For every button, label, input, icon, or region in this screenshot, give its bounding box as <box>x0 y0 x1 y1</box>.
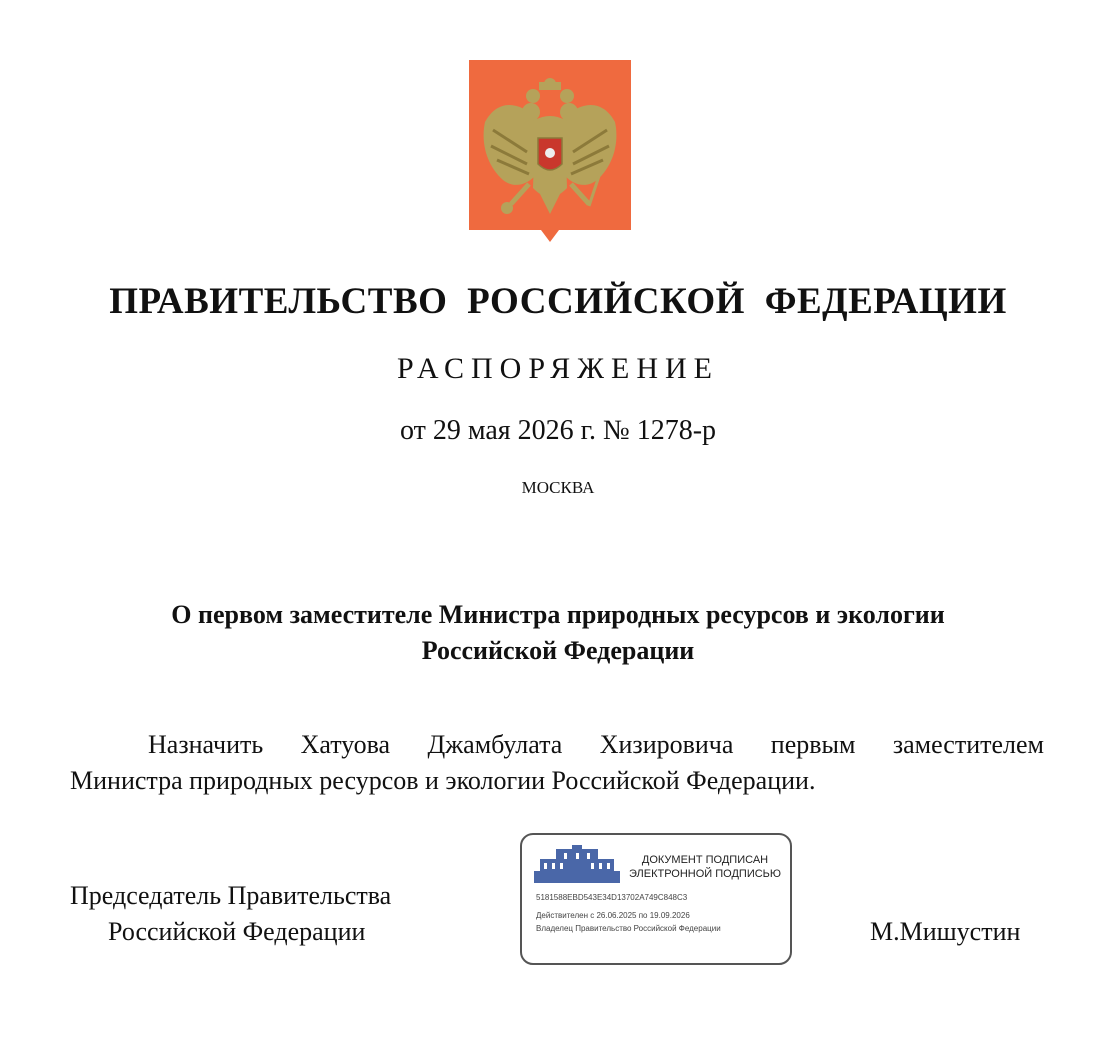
signatory-name: М.Мишустин <box>870 917 1021 946</box>
e-signature-title <box>624 853 786 881</box>
coat-of-arms-icon <box>469 60 631 242</box>
subject-line: Российской Федерации <box>421 636 695 665</box>
e-signature-stamp <box>520 833 792 965</box>
certificate-validity: Действителен с 26.06.2025 по 19.09.2026 <box>536 911 690 920</box>
subject-line: О первом заместителе Министра природных ресурсов и экологии <box>171 600 945 629</box>
government-building-icon <box>534 845 620 883</box>
document-subject <box>0 597 1116 669</box>
document-city: МОСКВА <box>521 478 595 497</box>
certificate-owner: Владелец Правительство Российской Федерации <box>536 924 721 933</box>
signatory-position: Российской Федерации <box>108 917 366 946</box>
government-title: ПРАВИТЕЛЬСТВО РОССИЙСКОЙ ФЕДЕРАЦИИ <box>109 281 1007 322</box>
e-signature-title-line: ЭЛЕКТРОННОЙ ПОДПИСЬЮ <box>628 868 782 880</box>
body-text-line: Министра природных ресурсов и экологии Российской Федерации. <box>70 766 816 795</box>
body-text-line: Назначить Хатуова Джамбулата Хизировича первым заместителем <box>148 730 1044 759</box>
certificate-serial: 5181588EBD543E34D13702A749C848C3 <box>536 893 688 902</box>
signatory-position: Председатель Правительства <box>70 881 392 910</box>
document-type: РАСПОРЯЖЕНИЕ <box>396 352 720 385</box>
e-signature-title-line: ДОКУМЕНТ ПОДПИСАН <box>641 854 769 866</box>
document-date-number: от 29 мая 2026 г. № 1278-р <box>399 415 717 446</box>
